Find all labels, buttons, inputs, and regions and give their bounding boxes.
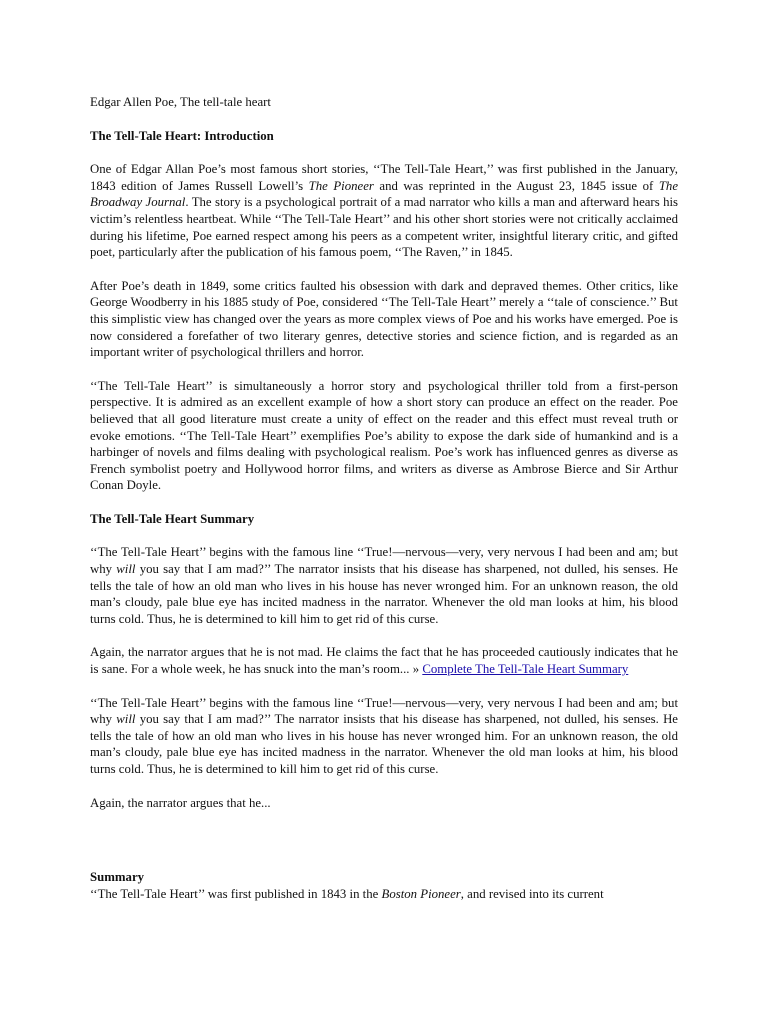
introduction-paragraph-2: After Poe’s death in 1849, some critics faulted his obsession with dark and depraved themes. Other critics, like George Woodberry in his 1885 study of Poe, considered ‘‘The Tell-Tale Heart’’ merely a ‘‘tale of conscience.’’ But this simplistic view has changed over the years as more complex views of Poe and his works have emerged. Poe is now considered a forefather of two literary genres, detective stories and science fiction, and is regarded as an important writer of psychological thrillers and horror. xyxy=(90,278,678,360)
text-span: you say that I am mad?’’ The narrator insists that his disease has sharpened, not dulled, his senses. He tells the tale of how an old man who lives in his house has never wronged him. For an unknown reason, the old man’s cloudy, pale blue eye has incited madness in the narrator. Whenever the old man looks at him, his blood turns cold. Thus, he is determined to kill him to get rid of this curse. xyxy=(90,712,678,776)
text-span: . The story is a psychological portrait of a mad narrator who kills a man and afterward hears his victim’s relentless heartbeat. While ‘‘The Tell-Tale Heart’’ and his other short stories were not critically acclaimed during his lifetime, Poe earned respect among his peers as a competent writer, insightful literary critic, and gifted poet, particularly after the publication of his famous poem, ‘‘The Raven,’’ in 1845. xyxy=(90,195,679,260)
summary-paragraph-3 xyxy=(90,695,678,778)
document-page xyxy=(90,94,678,919)
introduction-paragraph-1 xyxy=(90,161,678,261)
italic-title-boston-pioneer: Boston Pioneer xyxy=(381,886,461,901)
text-span: ‘‘The Tell-Tale Heart’’ begins with the famous line ‘‘True!—nervous—very, very nervous I had been and am; but why xyxy=(90,545,678,577)
summary-heading: Summary xyxy=(90,870,145,885)
italic-word-will: will xyxy=(116,562,136,577)
document-title: Edgar Allen Poe, The tell-tale heart xyxy=(90,95,271,109)
complete-summary-link[interactable]: Complete The Tell-Tale Heart Summary xyxy=(422,662,629,677)
italic-title-broadway-journal: The Broadway Journal xyxy=(90,178,679,210)
introduction-paragraph-3: ‘‘The Tell-Tale Heart’’ is simultaneously a horror story and psychological thriller told from a first-person perspective. It is admired as an excellent example of how a short story can produce an effect on the reader. Poe believed that all good literature must create a unity of effect on the reader and this effect must reveal truth or evoke emotions. ‘‘The Tell-Tale Heart’’ exemplifies Poe’s ability to expose the dark side of humankind and is a harbinger of novels and films dealing with psychological realism. Poe’s work has influenced genres as diverse as French symbolist poetry and Hollywood horror films, and writers as diverse as Ambrose Bierce and Sir Arthur Conan Doyle. xyxy=(90,378,678,493)
text-span: and was reprinted in the August 23, 1845 issue of xyxy=(373,178,659,193)
italic-title-the-pioneer: The Pioneer xyxy=(308,178,374,193)
text-span: One of Edgar Allan Poe’s most famous short stories, ‘‘The Tell-Tale Heart,’’ was first published in the January, 1843 edition of James Russell Lowell’s xyxy=(90,162,678,193)
summary-final-paragraph xyxy=(90,886,678,903)
text-span: ‘‘The Tell-Tale Heart’’ begins with the famous line ‘‘True!—nervous—very, very nervous I had been and am; but why xyxy=(90,695,678,727)
section-spacer xyxy=(90,811,678,869)
text-span: , and revised into its current xyxy=(460,886,604,901)
text-span: ‘‘The Tell-Tale Heart’’ was first published in 1843 in the xyxy=(90,886,382,901)
summary-section-heading: The Tell-Tale Heart Summary xyxy=(90,511,255,526)
text-span: Again, the narrator argues that he is not mad. He claims the fact that he has proceeded cautiously indicates that he is sane. For a whole week, he has snuck into the man’s room... » xyxy=(90,645,678,677)
summary-paragraph-2 xyxy=(90,644,678,677)
text-span: you say that I am mad?’’ The narrator insists that his disease has sharpened, not dulled, his senses. He tells the tale of how an old man who lives in his house has never wronged him. For an unknown reason, the old man’s cloudy, pale blue eye has incited madness in the narrator. Whenever the old man looks at him, his blood turns cold. Thus, he is determined to kill him to get rid of this curse. xyxy=(90,562,678,626)
summary-paragraph-1 xyxy=(90,544,678,627)
summary-paragraph-4: Again, the narrator argues that he... xyxy=(90,795,271,810)
introduction-heading: The Tell-Tale Heart: Introduction xyxy=(90,128,274,143)
italic-word-will: will xyxy=(116,712,136,727)
